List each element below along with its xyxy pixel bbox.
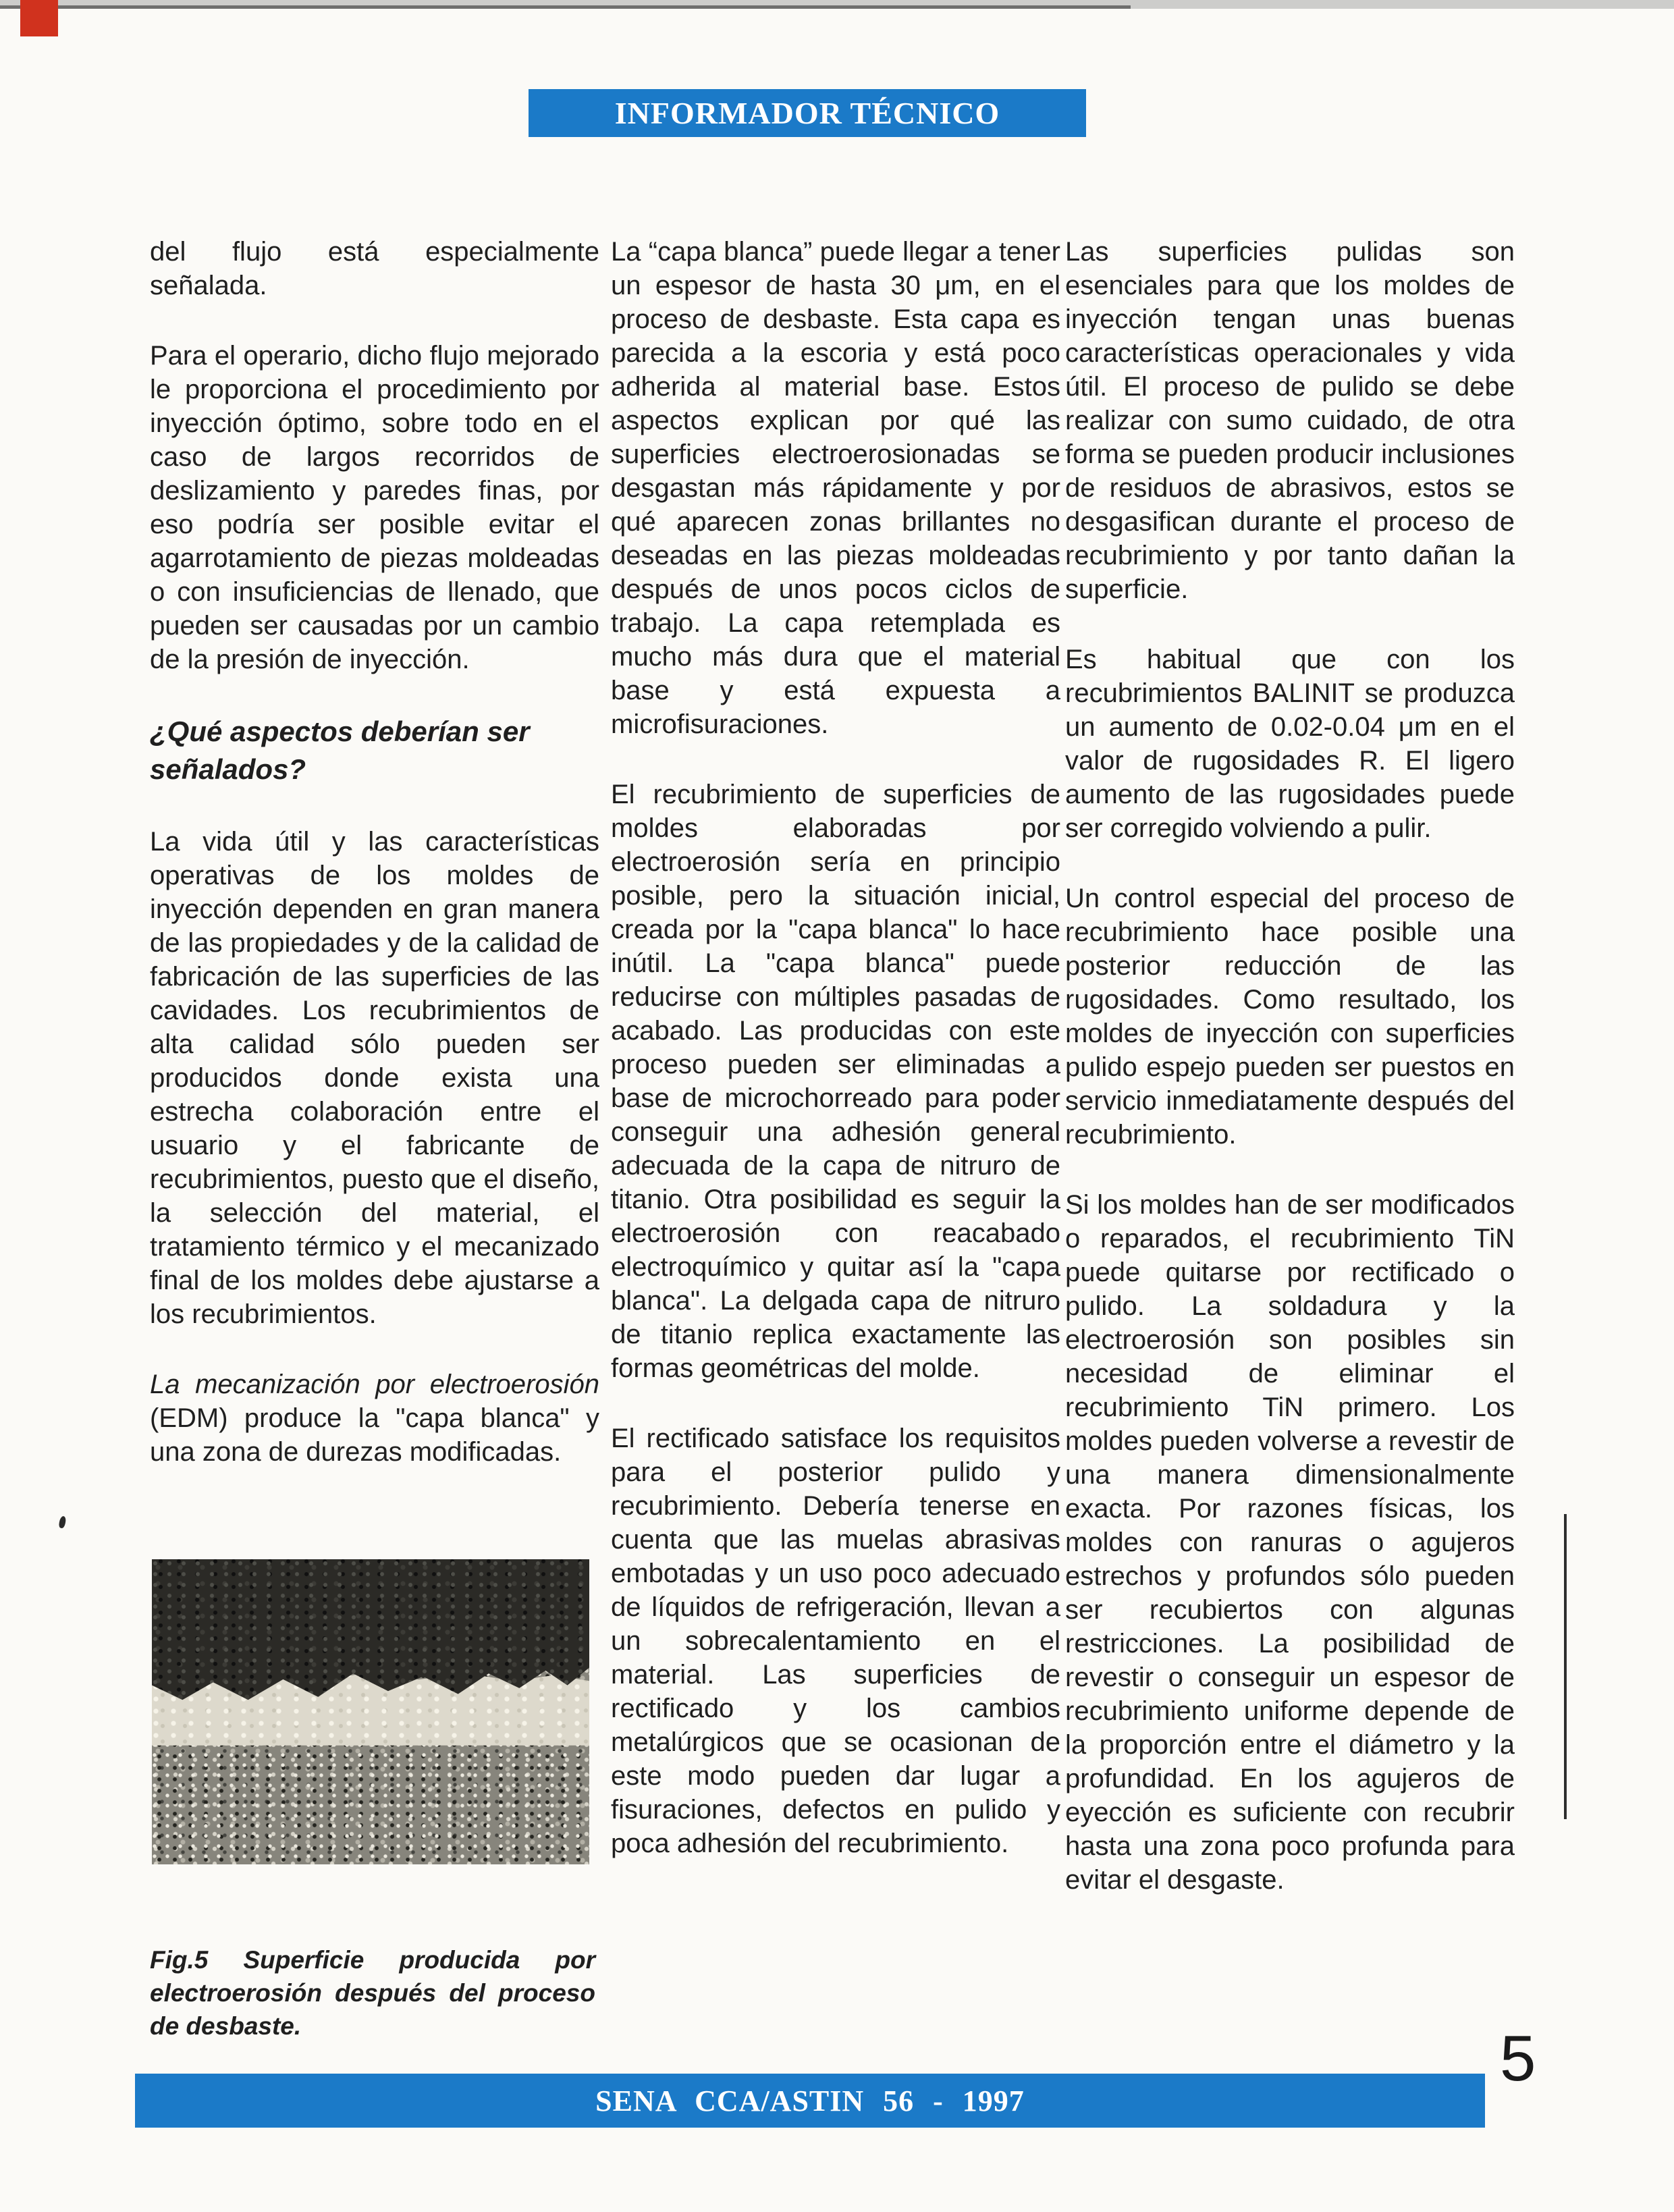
text-column-2 xyxy=(611,235,1060,1860)
text-column-1 xyxy=(150,235,599,1469)
paragraph: Es habitual que con los recubrimientos BALINIT se produzca un aumento de 0.02-0.04 μm en el valor de rugosidades R. El ligero aumento de las rugosidades puede ser corregido volviendo a pulir. xyxy=(1065,645,1515,843)
paragraph: del flujo está especialmente señalada. xyxy=(150,237,599,300)
footer-text: SENA CCA/ASTIN 56 - 1997 xyxy=(595,2084,1025,2117)
scan-line-artifact xyxy=(0,5,1131,9)
figure-5-caption: Fig.5 Superficie producida por electroerosión después del proceso de desbaste. xyxy=(150,1946,595,2040)
paragraph: La “capa blanca” puede llegar a tener un espesor de hasta 30 μm, en el proceso de desbaste. Esta capa es parecida a la escoria y está poco adherida al material base. Estos aspectos explican por qué las superficies electroerosionadas se desgastan más rápidamente y por qué aparecen zonas brillantes no deseadas en las piezas moldeadas después de unos pocos ciclos de trabajo. La capa retemplada es mucho más dura que el material base y está expuesta a microfisuraciones. xyxy=(611,237,1060,739)
italic-lead: La mecanización por electroerosión xyxy=(150,1370,599,1399)
page-number: 5 xyxy=(1500,2022,1536,2095)
red-registration-mark xyxy=(20,0,58,36)
paragraph: Para el operario, dicho flujo mejorado le proporciona el procedimiento por inyección óptimo, sobre todo en el caso de largos recorridos de deslizamiento y paredes finas, por eso podría ser posible evitar el agarrotamiento de piezas moldeadas o con insuficiencias de llenado, que pueden ser causadas por un cambio de la presión de inyección. xyxy=(150,341,599,674)
scan-line-artifact-right xyxy=(1564,1514,1567,1819)
paragraph-continuation: (EDM) produce la "capa blanca" y una zona de durezas modificadas. xyxy=(150,1403,599,1467)
paragraph: Si los moldes han de ser modificados o reparados, el recubrimiento TiN puede quitarse por rectificado o pulido. La soldadura y la electroerosión son posibles sin necesidad de eliminar el recubrimiento TiN primero. Los moldes pueden volverse a revestir de una manera dimensionalmente exacta. Por razones físicas, los moldes con ranuras o agujeros estrechos y profundos sólo pueden ser recubiertos con algunas restricciones. La posibilidad de revestir o conseguir un espesor de recubrimiento uniforme depende de la proporción entre el diámetro y la profundidad. En los agujeros de eyección es suficiente con recubrir hasta una zona poco profunda para evitar el desgaste. xyxy=(1065,1190,1515,1895)
paragraph: Las superficies pulidas son esenciales para que los moldes de inyección tengan unas buenas características operacionales y vida útil. El proceso de pulido se debe realizar con sumo cuidado, de otra forma se pueden producir inclusiones de residuos de abrasivos, estos se desgasifican durante el proceso de recubrimiento y por tanto dañan la superficie. xyxy=(1065,237,1515,604)
header-banner xyxy=(529,89,1086,137)
paragraph: El recubrimiento de superficies de moldes elaboradas por electroerosión sería en principio posible, pero la situación inicial, creada por la "capa blanca" lo hace inútil. La "capa blanca" puede reducirse con múltiples pasadas de acabado. Las producidas con este proceso pueden ser eliminadas a base de microchorreado para poder conseguir una adhesión general adecuada de la capa de nitruro de titanio. Otra posibilidad es seguir la electroerosión con reacabado electroquímico y quitar así la "capa blanca". La delgada capa de nitruro de titanio replica exactamente las formas geométricas del molde. xyxy=(611,780,1060,1383)
section-heading: ¿Qué aspectos deberían ser señalados? xyxy=(150,716,530,785)
paragraph: La vida útil y las características operativas de los moldes de inyección dependen en gran manera de las propiedades y de la calidad de fabricación de las superficies de las cavidades. Los recubrimientos de alta calidad sólo pueden ser producidos donde exista una estrecha colaboración entre el usuario y el fabricante de recubrimientos, puesto que el diseño, la selección del material, el tratamiento térmico y el mecanizado final de los moldes debe ajustarse a los recubrimientos. xyxy=(150,827,599,1329)
paragraph xyxy=(150,1368,599,1469)
header-title: INFORMADOR TÉCNICO xyxy=(614,96,1000,130)
paragraph: El rectificado satisface los requisitos para el posterior pulido y recubrimiento. Debería tenerse en cuenta que las muelas abrasivas embotadas y un uso poco adecuado de líquidos de refrigeración, llevan a un sobrecalentamiento en el material. Las superficies de rectificado y los cambios metalúrgicos que se ocasionan de este modo pueden dar lugar a fisuraciones, defectos en pulido y poca adhesión del recubrimiento. xyxy=(611,1424,1060,1858)
text-column-3 xyxy=(1065,235,1515,1897)
footer-banner xyxy=(135,2074,1485,2128)
paragraph: Un control especial del proceso de recubrimiento hace posible una posterior reducción de las rugosidades. Como resultado, los moldes de inyección con superficies pulido espejo pueden ser puestos en servicio inmediatamente después del recubrimiento. xyxy=(1065,884,1515,1150)
figure-5-micrograph-image xyxy=(152,1559,589,1864)
ink-speck-artifact xyxy=(58,1515,67,1528)
